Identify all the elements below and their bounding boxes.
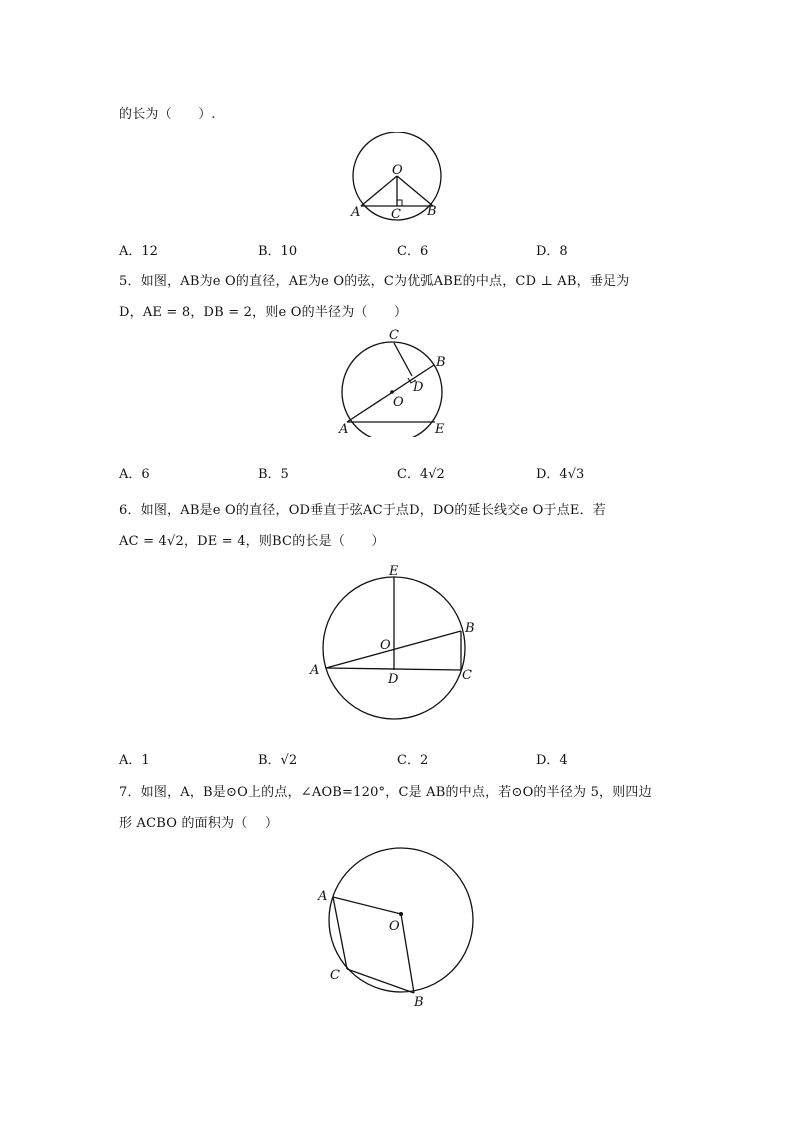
q6-option-c: C．2	[397, 753, 429, 768]
q7-segment-ob	[401, 914, 414, 993]
q6-label-b: B	[465, 621, 475, 636]
q7-center-dot	[399, 912, 403, 916]
q6-option-b: B．√2	[258, 753, 298, 768]
q4-label-o: O	[392, 163, 403, 178]
q5-stem-line2: D，AE = 8，DB = 2，则e O的半径为（ ）	[119, 305, 408, 320]
q4-option-d: D．8	[536, 244, 568, 259]
q5-label-c: C	[389, 328, 399, 343]
q5-label-d: D	[413, 380, 424, 395]
q7-label-b: B	[414, 995, 424, 1010]
q5-circle	[342, 342, 442, 437]
q6-label-o: O	[380, 638, 391, 653]
q4-option-a: A．12	[119, 244, 158, 259]
q5-segment-cd	[394, 343, 412, 376]
q4-label-a: A	[351, 205, 361, 220]
q6-label-d: D	[388, 672, 399, 687]
q4-stem-tail: 的长为（ ）.	[119, 107, 216, 122]
q5-label-a: A	[339, 422, 349, 437]
q6-option-d: D．4	[536, 753, 568, 768]
q4-option-c: C．6	[397, 244, 429, 259]
q7-stem-line1: 7．如图，A，B是⊙O上的点，∠AOB=120°，C是 AB的中点，若⊙O的半径为 5，则四边	[119, 785, 652, 800]
q5-stem-line1: 5．如图，AB为e O的直径，AE为e O的弦，C为优弧ABE的中点，CD ⊥ AB，垂足为	[119, 274, 630, 289]
q6-label-e: E	[389, 564, 399, 579]
q4-label-b: B	[427, 204, 437, 219]
q5-option-a: A．6	[119, 467, 150, 482]
q7-stem-line2: 形 ACBO 的面积为（ ）	[119, 816, 279, 831]
q5-figure	[335, 325, 460, 437]
q4-option-b: B．10	[258, 244, 298, 259]
q5-label-e: E	[435, 422, 445, 437]
q7-label-c: C	[330, 968, 340, 983]
q6-option-a: A．1	[119, 753, 150, 768]
q7-segment-ao	[333, 897, 401, 914]
q6-stem-line2: AC = 4√2，DE = 4，则BC的长是（ ）	[119, 534, 385, 549]
q4-label-c: C	[391, 207, 401, 222]
q5-label-b: B	[436, 355, 446, 370]
q7-label-a: A	[318, 889, 328, 904]
q7-figure	[310, 842, 480, 1012]
q6-label-a: A	[310, 663, 320, 678]
q5-label-o: O	[393, 395, 404, 410]
q6-figure	[305, 562, 480, 724]
q7-label-o: O	[389, 919, 400, 934]
q5-center-dot	[390, 390, 394, 394]
q4-segment-oa	[361, 176, 397, 206]
q4-right-angle-mark	[397, 200, 402, 206]
q5-option-d: D．4√3	[536, 467, 585, 482]
q5-option-b: B．5	[258, 467, 289, 482]
q6-stem-line1: 6．如图，AB是e O的直径，OD垂直于弦AC于点D，DO的延长线交e O于点E．若	[119, 503, 606, 518]
q4-figure	[345, 132, 445, 224]
q6-label-c: C	[462, 668, 472, 683]
q5-option-c: C．4√2	[397, 467, 445, 482]
